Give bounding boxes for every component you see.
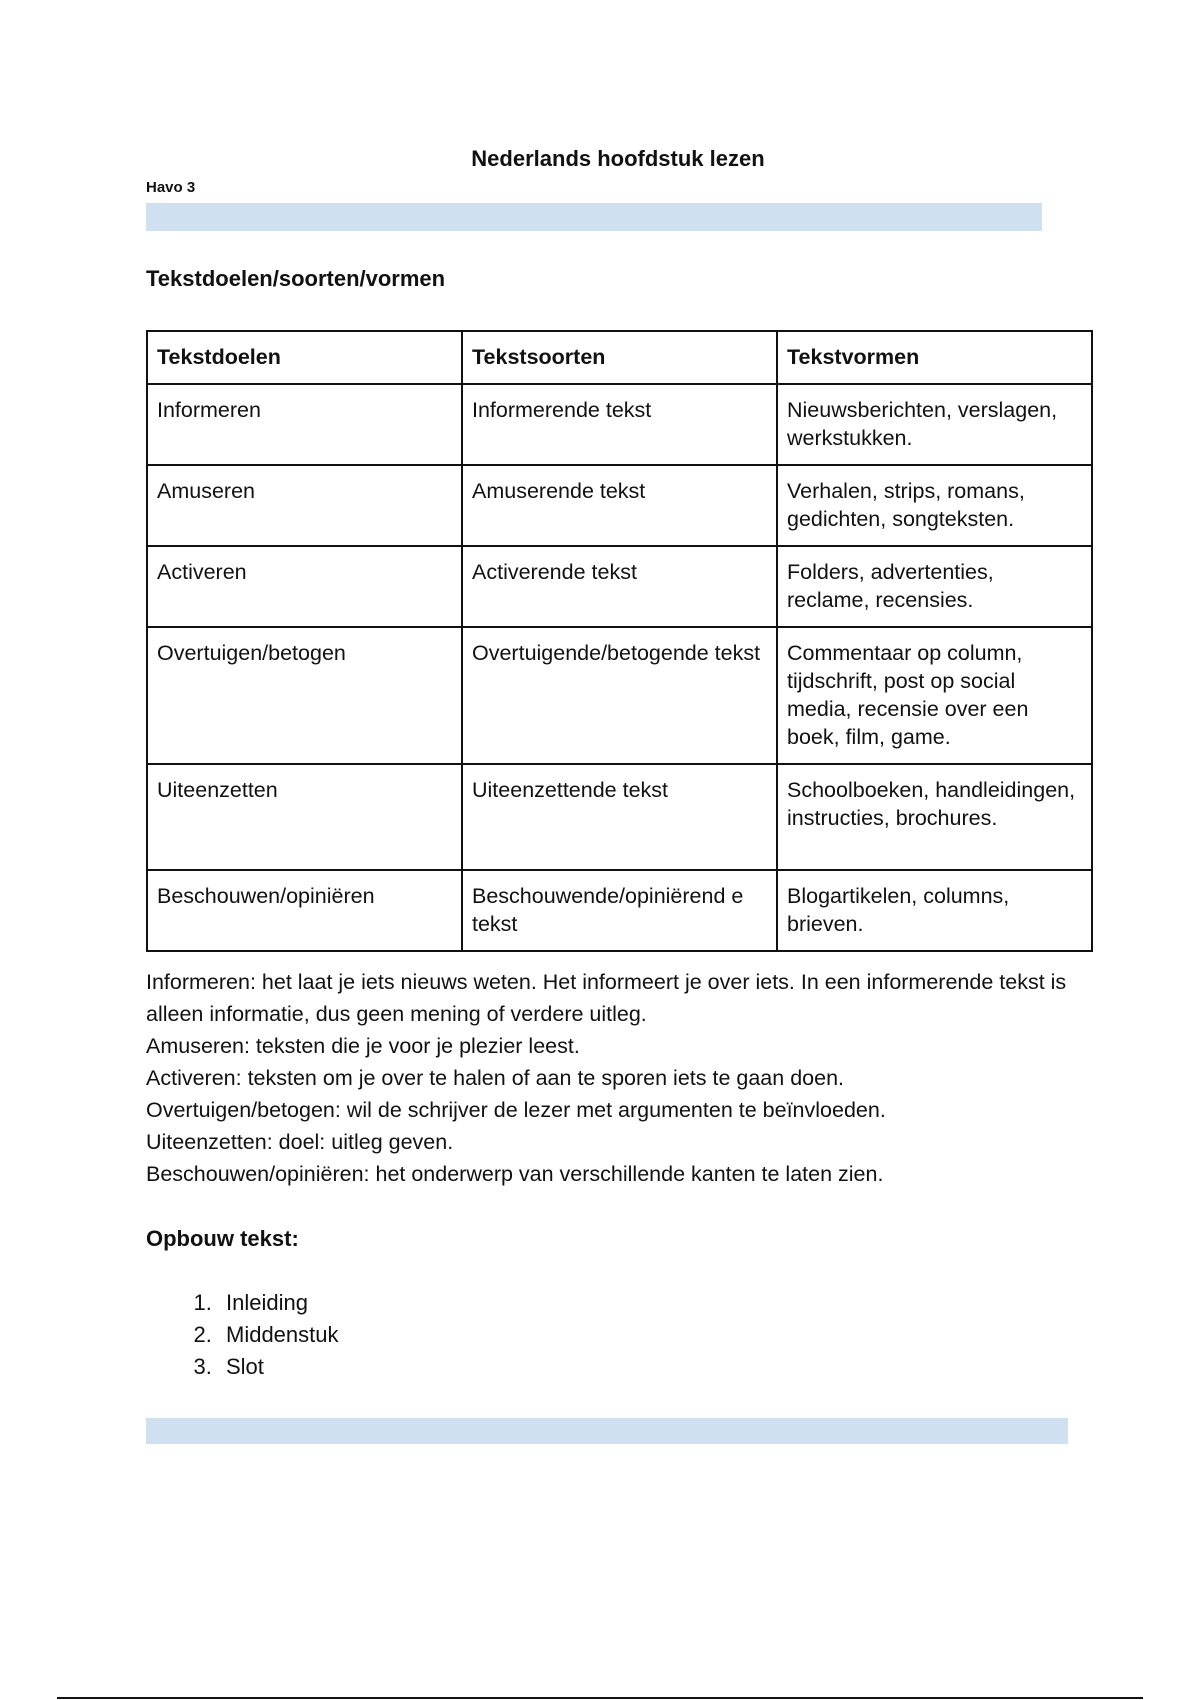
- explanations-block: [146, 966, 1106, 1190]
- table-cell-doel: Activeren: [147, 546, 462, 627]
- table-cell-vorm: Folders, advertenties, reclame, recensies.: [777, 546, 1092, 627]
- section-heading-tekst: Tekstdoelen/soorten/vormen: [146, 266, 446, 291]
- structure-list: [146, 1287, 339, 1383]
- table-cell-vorm: Commentaar op column, tijdschrift, post op social media, recensie over een boek, film, game.: [777, 627, 1092, 764]
- column-header-tekstvormen: Tekstvormen: [777, 331, 1092, 384]
- table-cell-soort: Informerende tekst: [462, 384, 777, 465]
- column-header-tekstsoorten: Tekstsoorten: [462, 331, 777, 384]
- list-item: 1. Inleiding: [218, 1287, 339, 1319]
- table-row: [147, 546, 1092, 627]
- explanation-informeren: Informeren: het laat je iets nieuws weten. Het informeert je over iets. In een informerende tekst is alleen informatie, dus geen mening of verdere uitleg.: [146, 970, 1067, 1026]
- table-cell-soort: Amuserende tekst: [462, 465, 777, 546]
- explanation-amuseren: Amuseren: teksten die je voor je plezier leest.: [146, 1034, 580, 1058]
- table-row: [147, 627, 1092, 764]
- explanation-activeren: Activeren: teksten om je over te halen of aan te sporen iets te gaan doen.: [146, 1066, 844, 1090]
- list-item: 2. Middenstuk: [218, 1319, 339, 1351]
- column-header-tekstdoelen: Tekstdoelen: [147, 331, 462, 384]
- table-cell-vorm: Nieuwsberichten, verslagen, werkstukken.: [777, 384, 1092, 465]
- document-title: Nederlands hoofdstuk lezen: [471, 146, 765, 171]
- section-heading-opbouw: Opbouw tekst:: [146, 1226, 299, 1251]
- table-row: [147, 384, 1092, 465]
- table-cell-vorm: Schoolboeken, handleidingen, instructies, brochures.: [777, 764, 1092, 870]
- table-header-row: [147, 331, 1092, 384]
- explanation-uiteenzetten: Uiteenzetten: doel: uitleg geven.: [146, 1130, 454, 1154]
- page-bottom-rule: [57, 1697, 1143, 1699]
- explanation-overtuigen: Overtuigen/betogen: wil de schrijver de lezer met argumenten te beïnvloeden.: [146, 1098, 886, 1122]
- table-row: [147, 764, 1092, 870]
- table-cell-vorm: Blogartikelen, columns, brieven.: [777, 870, 1092, 951]
- list-item: 3. Slot: [218, 1351, 339, 1383]
- table-cell-doel: Uiteenzetten: [147, 764, 462, 870]
- explanation-beschouwen: Beschouwen/opiniëren: het onderwerp van verschillende kanten te laten zien.: [146, 1162, 884, 1186]
- table-cell-doel: Informeren: [147, 384, 462, 465]
- table-cell-doel: Overtuigen/betogen: [147, 627, 462, 764]
- highlight-bar-top: [146, 203, 1042, 231]
- table-cell-doel: Beschouwen/opiniëren: [147, 870, 462, 951]
- tekst-table: [146, 330, 1093, 952]
- table-row: [147, 465, 1092, 546]
- table-cell-soort: Beschouwende/opiniërend e tekst: [462, 870, 777, 951]
- table-cell-soort: Overtuigende/betogende tekst: [462, 627, 777, 764]
- table-cell-vorm: Verhalen, strips, romans, gedichten, songteksten.: [777, 465, 1092, 546]
- table-cell-soort: Uiteenzettende tekst: [462, 764, 777, 870]
- table-row: [147, 870, 1092, 951]
- table-cell-doel: Amuseren: [147, 465, 462, 546]
- table-cell-soort: Activerende tekst: [462, 546, 777, 627]
- highlight-bar-bottom: [146, 1418, 1068, 1444]
- document-subtitle: Havo 3: [146, 179, 196, 196]
